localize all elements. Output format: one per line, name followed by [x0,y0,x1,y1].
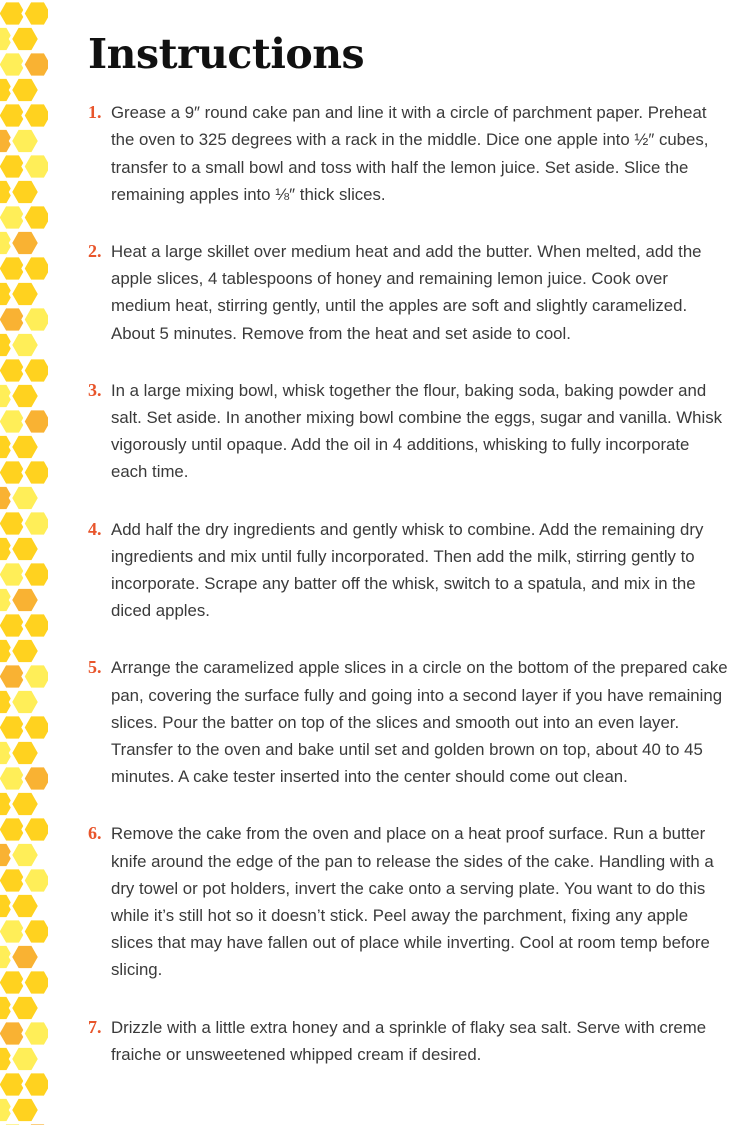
honeycomb-cell [11,332,40,357]
honeycomb-cell [23,307,48,332]
honeycomb-cell [23,562,48,587]
honeycomb-cell [23,1072,48,1097]
steps-list [88,99,728,1068]
step-item [88,820,728,983]
step-number: 7. [88,1016,102,1037]
honeycomb-cell [23,52,48,77]
honeycomb-cell [23,1021,48,1046]
honeycomb-cell [11,944,40,969]
honeycomb-cell [23,817,48,842]
honeycomb-cell [11,893,40,918]
step-text: Grease a 9″ round cake pan and line it with a circle of parchment paper. Preheat the oven to 325 degrees with a rack in the middle. Dice one apple into ½″ cubes, transfer to a small bowl and toss with half the lemon juice. Set aside. Slice the remaining apples into ⅛″ thick slices. [111,103,709,204]
honeycomb-cell [23,613,48,638]
honeycomb-cell [23,103,48,128]
honeycomb-cell [11,383,40,408]
honeycomb-cell [11,995,40,1020]
honeycomb-cell [23,205,48,230]
honeycomb-cell [23,256,48,281]
honeycomb-cell [23,511,48,536]
step-number: 5. [88,657,102,678]
step-text: Remove the cake from the oven and place on a heat proof surface. Run a butter knife around the edge of the pan to release the sides of the cake. Handling with a dry towel or pot holders, invert the cake onto a serving plate. You want to do this while it’s still hot so it doesn’t stick. Peel away the parchment, fixing any apple slices that may have fallen out of place while inverting. Cool at room temp before slicing. [111,824,714,980]
honeycomb-cell [11,791,40,816]
honeycomb-cell [11,740,40,765]
step-text: Add half the dry ingredients and gently whisk to combine. Add the remaining dry ingredients and mix until fully incorporated. Then add the milk, stirring gently to incorporate. Scrape any batter off the whisk, switch to a spatula, and mix in the diced apples. [111,519,704,621]
honeycomb-cell [11,128,40,153]
honeycomb-cell [11,1097,40,1122]
step-item [88,654,728,790]
honeycomb-cell [11,638,40,663]
honeycomb-cell [23,154,48,179]
honeycomb-cell [11,77,40,102]
step-number: 4. [88,518,102,539]
step-text: In a large mixing bowl, whisk together the flour, baking soda, baking powder and salt. Set aside. In another mixing bowl combine the eggs, sugar and vanilla. Whisk vigorously until opaque. Add the oil in 4 additions, whisking to fully incorporate each time. [111,380,722,482]
step-item [88,377,728,486]
honeycomb-cell [23,1,48,26]
honeycomb-cell [23,766,48,791]
honeycomb-cell [11,281,40,306]
step-text: Heat a large skillet over medium heat and add the butter. When melted, add the apple slices, 4 tablespoons of honey and remaining lemon juice. Cook over medium heat, stirring gently, until the apples are soft and slightly caramelized. About 5 minutes. Remove from the heat and set aside to cool. [111,242,702,343]
honeycomb-cell [11,230,40,255]
honeycomb-cell [11,26,40,51]
step-number: 3. [88,379,102,400]
honeycomb-border [0,0,48,1125]
step-number: 2. [88,241,102,261]
honeycomb-cell [23,664,48,689]
honeycomb-cell [23,409,48,434]
step-item [88,1014,728,1068]
step-text: Drizzle with a little extra honey and a sprinkle of flaky sea salt. Serve with creme fraiche or unsweetened whipped cream if desired. [111,1017,707,1064]
honeycomb-cell [11,179,40,204]
honeycomb-cell [11,536,40,561]
honeycomb-cell [11,689,40,714]
honeycomb-cell [11,842,40,867]
step-text: Arrange the caramelized apple slices in a circle on the bottom of the prepared cake pan, covering the surface fully and going into a second layer if you have remaining slices. Pour the batter on top of the slices and smooth out into an even layer. Transfer to the oven and bake until set and golden brown on top, about 40 to 45 minutes. A cake tester inserted into the center should come out clean. [111,658,728,787]
step-item [88,99,728,208]
step-item [88,516,728,625]
honeycomb-cell [11,434,40,459]
honeycomb-cell [23,358,48,383]
instructions-section [88,30,728,1098]
honeycomb-cell [23,868,48,893]
honeycomb-cell [23,970,48,995]
step-number: 6. [88,823,102,844]
honeycomb-cell [23,919,48,944]
honeycomb-cell [11,587,40,612]
step-item [88,238,728,347]
honeycomb-cell [23,460,48,485]
page-title: Instructions [88,30,365,78]
honeycomb-cell [11,1046,40,1071]
honeycomb-cell [11,485,40,510]
step-number: 1. [88,102,102,123]
honeycomb-cell [23,715,48,740]
